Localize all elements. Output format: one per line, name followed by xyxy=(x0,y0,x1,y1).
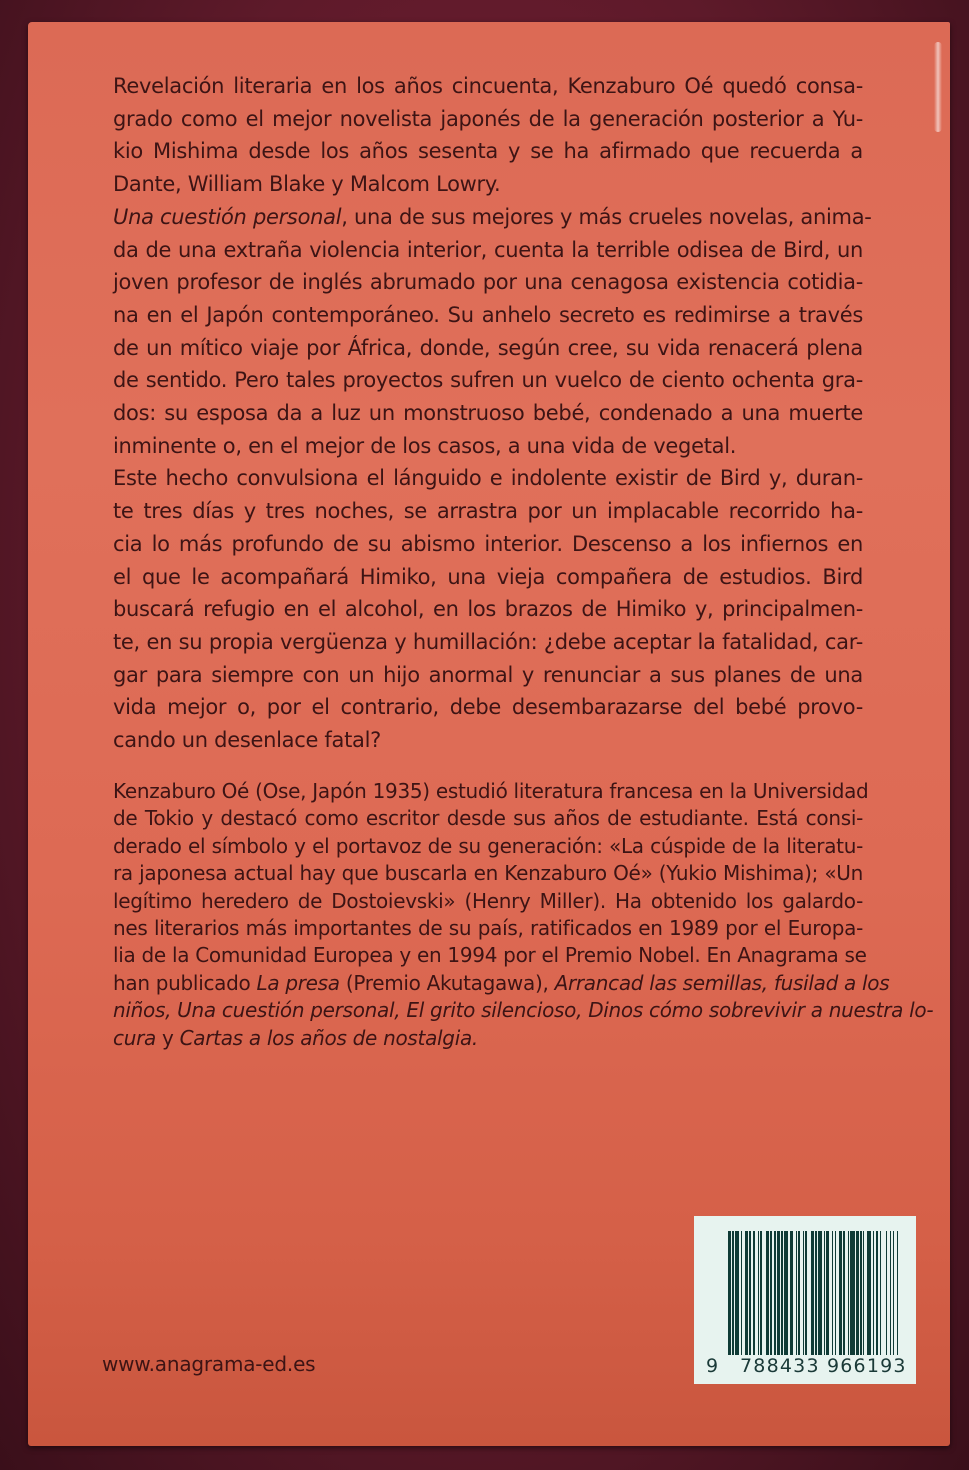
blurb-line: dos: su esposa da a luz un monstruoso bebé, condenado a una muerte xyxy=(113,401,863,426)
blurb-line: gar para siempre con un hijo anormal y renunciar a sus planes de una xyxy=(113,662,863,687)
blurb-line: cia lo más profundo de su abismo interior. Descenso a los infiernos en xyxy=(113,531,863,556)
bio-text: han publicado xyxy=(113,970,257,995)
bio-line: lia de la Comunidad Europea y en 1994 por el Premio Nobel. En Anagrama se xyxy=(113,943,867,968)
blurb-line: buscará refugio en el alcohol, en los brazos de Himiko y, principalmen- xyxy=(113,597,863,622)
bio-line xyxy=(113,997,934,1024)
blurb-line: vida mejor o, por el contrario, debe desembarazarse del bebé provo- xyxy=(113,695,863,720)
blurb-line: de sentido. Pero tales proyectos sufren un vuelco de ciento ochenta gra- xyxy=(113,368,863,393)
blurb-line: inminente o, en el mejor de los casos, a una vida de vegetal. xyxy=(113,433,737,458)
blurb-line: joven profesor de inglés abrumado por una cenagosa existencia cotidia- xyxy=(113,270,863,295)
book-title-italic: La presa xyxy=(256,970,340,995)
publisher-url: www.anagrama-ed.es xyxy=(102,1352,316,1376)
blurb-line: Revelación literaria en los años cincuenta, Kenzaburo Oé quedó consa- xyxy=(113,74,863,98)
book-title-italic: Arrancad las semillas, fusilad a los xyxy=(554,970,890,995)
book-title-italic: cura xyxy=(113,1025,156,1050)
blurb-line: te tres días y tres noches, se arrastra por un implacable recorrido ha- xyxy=(113,499,863,524)
bio-text: (Premio Akutagawa), xyxy=(339,970,555,995)
isbn-digits: 788433 966193 xyxy=(740,1355,907,1377)
bio-line: legítimo heredero de Dostoievski» (Henry Miller). Ha obtenido los galardo- xyxy=(113,888,863,913)
synopsis-blurb xyxy=(113,70,872,757)
blurb-line xyxy=(113,201,872,234)
book-title-italic: niños, Una cuestión personal, El grito silencioso, Dinos cómo sobrevivir a nuestra lo- xyxy=(113,998,934,1023)
bio-text: y xyxy=(155,1025,180,1050)
bio-line: nes literarios más importantes de su país, ratificados en 1989 por el Europa- xyxy=(113,916,863,941)
blurb-line: grado como el mejor novelista japonés de la generación posterior a Yu- xyxy=(113,106,863,131)
blurb-line: Dante, William Blake y Malcom Lowry. xyxy=(113,172,501,197)
blurb-text: , una de sus mejores y más crueles novelas, anima- xyxy=(341,204,872,229)
bio-line xyxy=(113,970,890,997)
bio-line: de Tokio y destacó como escritor desde sus años de estudiante. Está consi- xyxy=(113,806,863,831)
blurb-line: na en el Japón contemporáneo. Su anhelo secreto es redimirse a través xyxy=(113,302,863,327)
blurb-line: el que le acompañará Himiko, una vieja compañera de estudios. Bird xyxy=(113,564,863,589)
author-bio xyxy=(113,778,934,1052)
isbn-barcode xyxy=(694,1216,916,1384)
blurb-line: kio Mishima desde los años sesenta y se ha afirmado que recuerda a xyxy=(113,139,863,164)
bio-line: ra japonesa actual hay que buscarla en Kenzaburo Oé» (Yukio Mishima); «Un xyxy=(113,861,863,886)
bio-line: derado el símbolo y el portavoz de su generación: «La cúspide de la literatu- xyxy=(113,833,863,858)
blurb-line: da de una extraña violencia interior, cuenta la terrible odisea de Bird, un xyxy=(113,237,863,262)
blurb-line: Este hecho convulsiona el lánguido e indolente existir de Bird y, duran- xyxy=(113,466,863,491)
blurb-line: de un mítico viaje por África, donde, según cree, su vida renacerá plena xyxy=(113,335,863,360)
bio-line: Kenzaburo Oé (Ose, Japón 1935) estudió literatura francesa en la Universidad xyxy=(113,779,869,803)
book-title-italic: Cartas a los años de nostalgia. xyxy=(179,1025,478,1050)
blurb-line: te, en su propia vergüenza y humillación: ¿debe aceptar la fatalidad, car- xyxy=(113,629,863,654)
barcode-bars xyxy=(728,1231,900,1355)
book-title-italic: Una cuestión personal xyxy=(113,204,342,229)
bio-line xyxy=(113,1025,863,1052)
blurb-line: cando un desenlace fatal? xyxy=(113,728,381,753)
isbn-first-digit: 9 xyxy=(706,1355,719,1377)
barcode-space xyxy=(898,1231,899,1355)
